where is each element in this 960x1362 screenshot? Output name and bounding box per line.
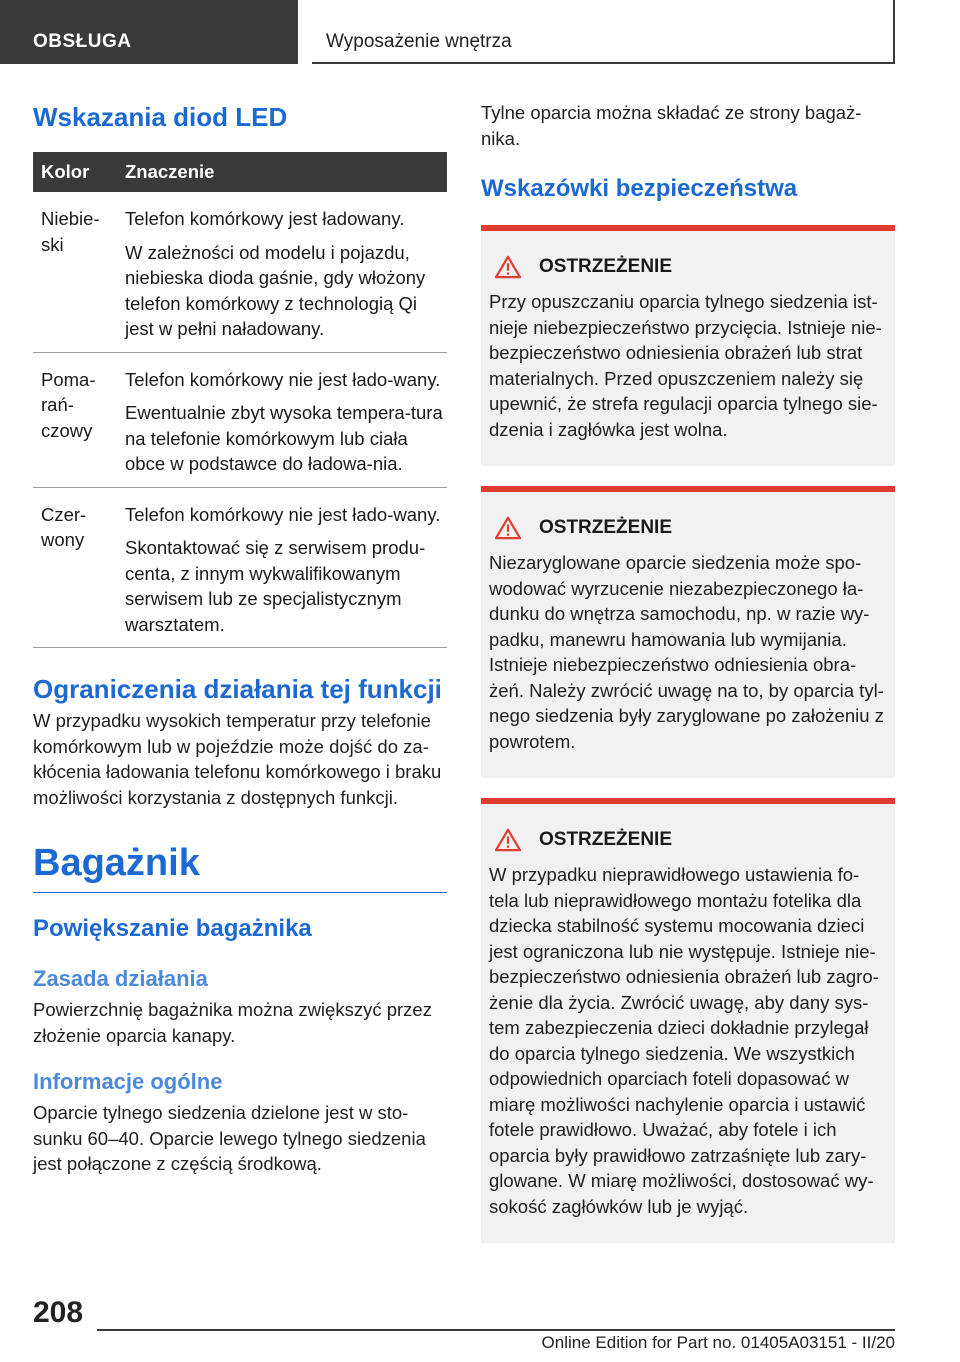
left-column — [33, 100, 447, 1177]
led-table-header — [33, 152, 447, 192]
meaning-text: Telefon komórkowy jest ładowany. — [125, 208, 405, 229]
row-meaning-cell — [125, 206, 447, 342]
row-color-cell: Czer- wony — [41, 503, 87, 550]
meaning-text: W zależności od modelu i pojazdu, niebieska dioda gaśnie, gdy włożony telefon komórkowy z technologią Qi jest w pełni naładowany. — [125, 241, 426, 339]
warning-text: Niezaryglowane oparcie siedzenia może spo-wodować wyrzucenie niezabezpieczonego ła-dunku do wnętrza samochodu, np. w razie wy-padku, manewru hamowania lub wymijania. Istnieje niebezpieczeństwo odniesienia obra-żeń. Należy zwrócić uwagę na to, by oparcia tyl-nego siedzenia były zaryglowane po założeniu z powrotem. — [489, 552, 884, 752]
edition-footer: Online Edition for Part no. 01405A03151 - II/20 — [541, 1333, 895, 1352]
row-meaning-cell — [125, 367, 447, 477]
warning-box — [481, 798, 895, 1243]
warning-text: W przypadku nieprawidłowego ustawienia fo-tela lub nieprawidłowego montażu fotelika dla dziecka stabilność systemu mocowania dzieci jest ograniczona lub nie występuje. Istnieje nie-bezpieczeństwo odniesienia obrażeń lub zagro-żenie dla życia. Zwrócić uwagę, aby dany sys-tem zabezpieczenia dzieci dokładnie przylegał do oparcia tylnego siedzenia. We wszystkich odpowiednich oparciach foteli dopasować w miarę możliwości nachylenie oparcia i ustawić fotele prawidłowo. Uważać, aby fotele i ich oparcia były prawidłowo zatrzaśnięte lub zary-glowane. W miarę możliwości, dostosować wy-sokość zagłówków lub je wyjąć. — [489, 864, 879, 1217]
col-header-color: Kolor — [41, 161, 90, 182]
warning-header — [489, 828, 887, 852]
warning-text: Przy opuszczaniu oparcia tylnego siedzenia ist-nieje niebezpieczeństwo przycięcia. Istnieje nie-bezpieczeństwo odniesienia obrażeń lub strat materialnych. Przed opuszczeniem należy się upewnić, że strefa regulacji oparcia tylnego sie-dzenia i zagłówka jest wolna. — [489, 291, 882, 440]
enlarge-heading: Powiększanie bagażnika — [33, 915, 312, 942]
topic-title: Wyposażenie wnętrza — [312, 0, 895, 64]
meaning-text: Telefon komórkowy nie jest łado-wany. — [125, 368, 441, 390]
page-number: 208 — [33, 1296, 84, 1329]
warning-header — [489, 255, 887, 279]
warning-label: OSTRZEŻENIE — [539, 517, 673, 538]
warning-label: OSTRZEŻENIE — [539, 829, 673, 850]
table-row — [33, 488, 447, 649]
principle-heading: Zasada działania — [33, 966, 208, 991]
warning-label: OSTRZEŻENIE — [539, 256, 673, 277]
meaning-text: Telefon komórkowy nie jest łado-wany. — [125, 503, 441, 525]
trunk-rule — [33, 892, 447, 893]
warning-box — [481, 225, 895, 466]
general-info-text: Oparcie tylnego siedzenia dzielone jest w sto-sunku 60–40. Oparcie lewego tylnego siedzenia jest połączone z częścią środkową. — [33, 1102, 426, 1174]
warning-triangle-icon — [493, 828, 523, 852]
section-tab: OBSŁUGA — [0, 0, 298, 64]
row-meaning-cell — [125, 502, 447, 638]
warning-triangle-icon — [493, 516, 523, 540]
led-table — [33, 152, 447, 648]
meaning-text: Ewentualnie zbyt wysoka tempera-tura na telefonie komórkowym lub ciała obce w podstawce do ładowa-nia. — [125, 402, 443, 474]
principle-text: Powierzchnię bagażnika można zwiększyć przez złożenie oparcia kanapy. — [33, 999, 432, 1046]
meaning-text: Skontaktować się z serwisem produ-centa, z innym wykwalifikowanym serwisem lub ze specjalistycznym warsztatem. — [125, 537, 426, 635]
table-row — [33, 353, 447, 488]
led-indicators-heading: Wskazania diod LED — [33, 102, 288, 132]
limits-text: W przypadku wysokich temperatur przy telefonie komórkowym lub w pojeździe może dojść do za-kłócenia ładowania telefonu komórkowego i braku możliwości korzystania z dostępnych funkcji. — [33, 710, 442, 808]
row-color-cell: Niebie- ski — [41, 208, 100, 255]
table-row — [33, 192, 447, 353]
footer-rule — [97, 1329, 895, 1331]
warning-triangle-icon — [493, 255, 523, 279]
safety-heading: Wskazówki bezpieczeństwa — [481, 175, 798, 202]
limits-heading: Ograniczenia działania tej funkcji — [33, 674, 442, 704]
row-color-cell: Poma- rań- czowy — [41, 368, 96, 441]
col-header-meaning: Znaczenie — [125, 161, 215, 182]
right-column — [481, 100, 895, 1243]
general-info-heading: Informacje ogólne — [33, 1069, 223, 1094]
trunk-heading: Bagażnik — [33, 842, 200, 884]
warning-header — [489, 516, 887, 540]
intro-text: Tylne oparcia można składać ze strony bagaż-nika. — [481, 102, 862, 149]
warning-box — [481, 486, 895, 778]
